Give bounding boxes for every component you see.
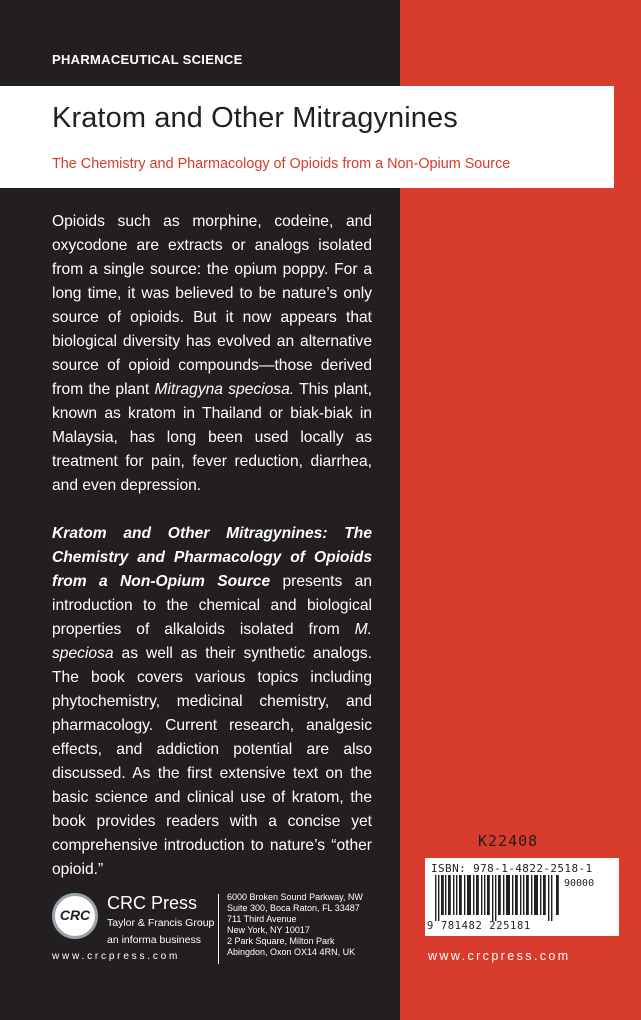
blurb-paragraph-2 xyxy=(52,522,372,882)
paragraph-text: This plant, known as kratom in Thailand or biak-biak in Malaysia, has long been used locally as treatment for pain, fever reduction, diarrhea, and even depression. xyxy=(52,381,372,494)
book-subtitle: The Chemistry and Pharmacology of Opioids from a Non-Opium Source xyxy=(52,156,511,172)
sku-code: K22408 xyxy=(478,832,539,850)
series-label: PHARMACEUTICAL SCIENCE xyxy=(52,52,243,67)
publisher-addresses xyxy=(227,892,363,958)
paragraph-text: presents an introduction to the chemical and biological properties of alkaloids isolated from xyxy=(52,573,372,638)
book-title: Kratom and Other Mitragynines xyxy=(52,102,458,134)
publisher-group: Taylor & Francis Group xyxy=(107,917,215,929)
paragraph-text: as well as their synthetic analogs. The book covers various topics including phytochemistry, medicinal chemistry, and pharmacology. Current research, analgesic effects, and addiction potential are also discussed. As the first extensive text on the basic science and clinical use of kratom, the book provides readers with a concise yet comprehensive introduction to nature’s “other opioid.” xyxy=(52,645,372,878)
barcode-icon xyxy=(435,875,559,921)
species-name: Mitragyna speciosa. xyxy=(154,381,295,398)
address-line: 711 Third Avenue xyxy=(227,914,297,924)
ean-digits: 9 781482 225181 xyxy=(427,920,531,932)
address-line: New York, NY 10017 xyxy=(227,925,310,935)
isbn-text: ISBN: 978-1-4822-2518-1 xyxy=(431,862,593,875)
blurb xyxy=(52,210,372,906)
publisher-website: www.crcpress.com xyxy=(52,951,181,962)
website-url: www.crcpress.com xyxy=(428,949,571,963)
address-line: 2 Park Square, Milton Park xyxy=(227,936,335,946)
book-title-inline: Kratom and Other Mitragynines: The Chemistry and Pharmacology of Opioids from a Non-Opium Source xyxy=(52,525,372,590)
crc-logo-icon xyxy=(52,893,98,939)
blurb-paragraph-1 xyxy=(52,210,372,498)
barcode-box xyxy=(425,858,619,936)
address-divider xyxy=(218,894,219,964)
logo-text: CRC xyxy=(59,907,91,923)
address-line: Suite 300, Boca Raton, FL 33487 xyxy=(227,903,360,913)
publisher-name: CRC Press xyxy=(107,893,198,913)
publisher-business: an informa business xyxy=(107,934,201,946)
title-band xyxy=(0,86,614,188)
paragraph-text: Opioids such as morphine, codeine, and oxycodone are extracts or analogs isolated from a single source: the opium poppy. For a long time, it was believed to be nature’s only source of opioids. But it now appears that biological diversity has evolved an alternative source of opioid compounds—those derived from the plant xyxy=(52,213,372,398)
address-line: 6000 Broken Sound Parkway, NW xyxy=(227,892,363,902)
species-name: M. speciosa xyxy=(52,621,372,662)
address-line: Abingdon, Oxon OX14 4RN, UK xyxy=(227,947,356,957)
price-code: 90000 xyxy=(564,878,595,889)
